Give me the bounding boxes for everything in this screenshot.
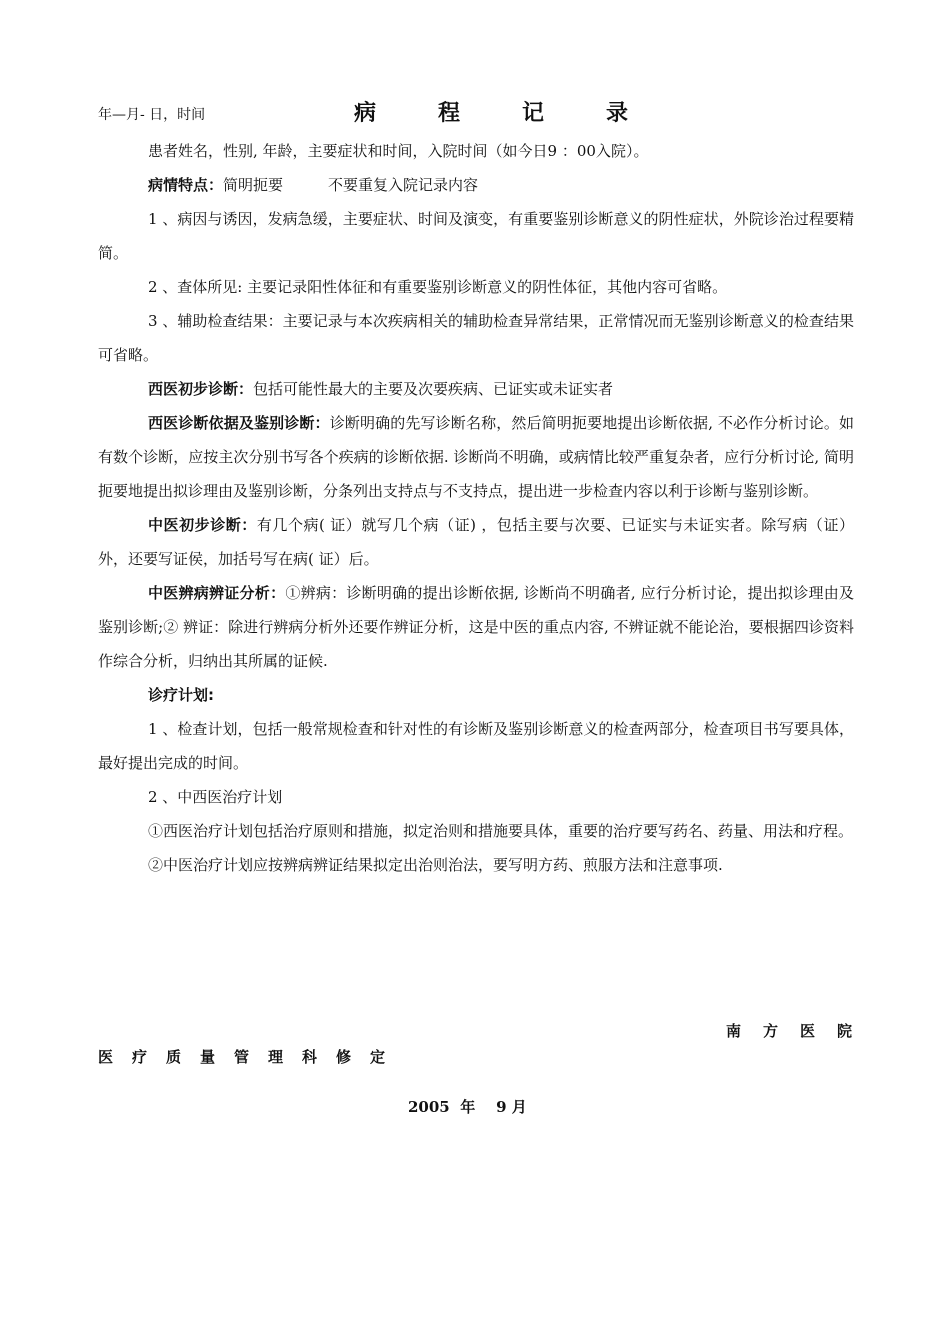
paragraph [98,406,854,508]
paragraph [98,508,854,576]
paragraph-text: 1 、检查计划，包括一般常规检查和针对性的有诊断及鉴别诊断意义的检查两部分，检查项目书写要具体，最好提出完成的时间。 [98,720,854,772]
header [98,96,858,128]
paragraph-text: ①辨病：诊断明确的提出诊断依据, 诊断尚不明确者, 应行分析讨论，提出拟诊理由及鉴别诊断;② 辨证：除进行辨病分析外还要作辨证分析，这是中医的重点内容, 不辨证就不能论治，要根据四诊资料作综合分析，归纳出其所属的证候. [98,584,854,670]
paragraph-text: ①西医治疗计划包括治疗原则和措施，拟定治则和措施要具体，重要的治疗要写药名、药量、用法和疗程。 [148,822,854,840]
paragraph [98,678,854,712]
paragraph-text: 2 、中西医治疗计划 [148,788,283,806]
section-heading: 西医初步诊断： [148,380,254,398]
paragraph [98,270,854,304]
paragraph [98,814,854,848]
paragraph [98,848,854,882]
section-heading: 诊疗计划: [148,686,214,704]
paragraph-text: 患者姓名，性别, 年龄，主要症状和时间，入院时间（如今日9 ：00入院）。 [148,142,649,160]
paragraph [98,712,854,780]
paragraph-text: 1 、病因与诱因，发病急缓，主要症状、时间及演变，有重要鉴别诊断意义的阴性症状，外院诊治过程要精简。 [98,210,854,262]
paragraph-text: 2 、查体所见: 主要记录阳性体征和有重要鉴别诊断意义的阴性体征，其他内容可省略。 [148,278,728,296]
paragraph [98,202,854,270]
paragraph-text: 简明扼要 不要重复入院记录内容 [223,176,479,194]
department-name: 医疗质量管理科修定 [98,1048,405,1066]
section-heading: 病情特点： [148,176,224,194]
paragraph-text: 3 、辅助检查结果：主要记录与本次疾病相关的辅助检查异常结果，正常情况而无鉴别诊断意义的检查结果可省略。 [98,312,854,364]
paragraph [98,780,854,814]
paragraph [98,134,854,168]
page-title: 病程记录 [354,101,691,126]
paragraph-text: ②中医治疗计划应按辨病辨证结果拟定出治则治法，要写明方药、煎服方法和注意事项. [148,856,723,874]
paragraph [98,372,854,406]
record-date-time-label: 年—月- 日，时间 [98,107,206,123]
paragraph-text: 有几个病( 证）就写几个病（证) ，包括主要与次要、已证实与未证实者。除写病（证）外，还要写证侯，加括号写在病( 证）后。 [98,516,854,568]
paragraph [98,304,854,372]
section-heading: 西医诊断依据及鉴别诊断： [148,414,330,432]
paragraph [98,576,854,678]
paragraph [98,168,854,202]
section-heading: 中医初步诊断： [148,516,257,534]
paragraph-text: 包括可能性最大的主要及次要疾病、已证实或未证实者 [253,380,614,398]
document-body [98,134,854,882]
hospital-name: 南方医院 [725,1022,874,1040]
section-heading: 中医辨病辨证分析： [148,584,286,602]
paragraph-text: 诊断明确的先写诊断名称，然后简明扼要地提出诊断依据, 不必作分析讨论。如有数个诊断，应按主次分别书写各个疾病的诊断依据. 诊断尚不明确，或病情比较严重复杂者，应行分析讨论, 简明扼要地提出拟诊理由及鉴别诊断，分条列出支持点与不支持点，提出进一步检查内容以利于诊断与鉴别诊断。 [98,414,854,500]
revision-date: 2005 年 9 月 [408,1098,527,1116]
